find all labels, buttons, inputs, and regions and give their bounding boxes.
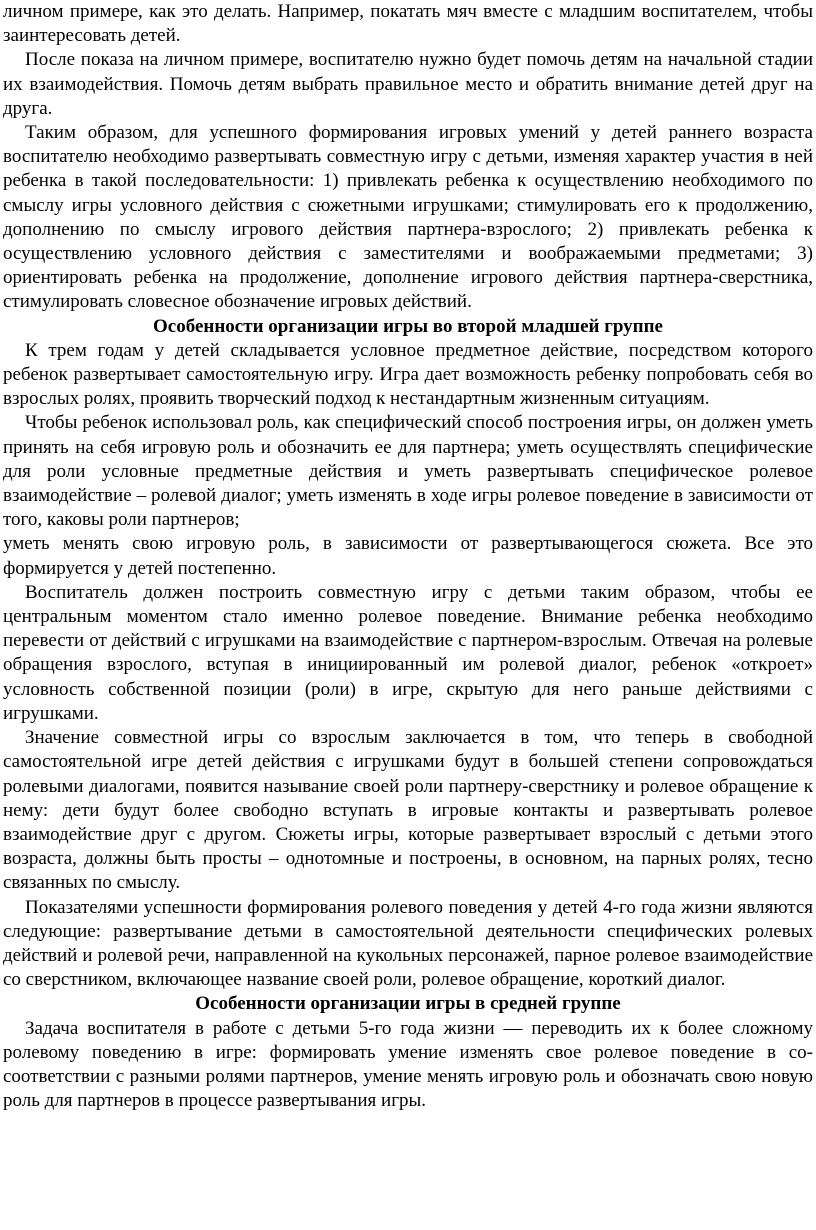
paragraph-summary: Таким образом, для успешного формирования игровых умений у детей раннего возраста воспитателю необходимо развертывать совместную игру с детьми, изменяя характер участия в ней ребенка в такой последовательности: 1) привлекать ребенка к осуществлению необходимого по смыслу игры условного действия с сюжетными игрушками; стимулировать его к продолжению, дополнению по смыслу игрового действия партнера-взрослого; 2) привлекать ребенка к осуществлению условного действия с заместителями и воображаемыми предметами; 3) ориентировать ребенка на продолжение, дополнение игрового действия партнера-сверстника, стимулировать словесное обозначение игровых действий. — [3, 122, 813, 313]
paragraph-three-years: К трем годам у детей складывается условное предметное действие, посредством которого ребенок развертывает самостоятельную игру. Игра дает возможность ребенку попробовать себя во взрослых ролях, проявить творческий подход к нестандартным жизненным ситуациям. — [3, 339, 813, 410]
section-heading-younger-group: Особенности организации игры во второй младшей группе — [153, 315, 663, 337]
section-heading-middle-group: Особенности организации игры в средней группе — [195, 993, 621, 1015]
paragraph-role-usage: Чтобы ребенок использовал роль, как специфический способ построения игры, он должен уметь принять на себя игровую роль и обозначить ее для партнера; уметь осуществлять специфические для роли условные предметные действия и уметь развертывать специфическое ролевое взаимодействие – ролевой диалог; уметь изменять в ходе игры ролевое поведение в зависимости от того, каковы роли партнеров; — [3, 412, 813, 531]
paragraph-continuation: личном примере, как это делать. Например, покатать мяч вместе с младшим воспитателем, чтобы заинтересовать детей. — [3, 1, 813, 47]
paragraph-indicators: Показателями успешности формирования ролевого поведения у детей 4-го года жизни являются следующие: развертывание детьми в самостоятельной деятельности специфических ролевых действий и ролевой речи, направленной на кукольных персонажей, парное ролевое взаимодействие со сверстником, включающее название своей роли, ролевое обращение, короткий диалог. — [3, 896, 813, 991]
paragraph-joint-play: Значение совместной игры со взрослым заключается в том, что теперь в свободной самостоятельной игре детей действия с игрушками будут в большей степени сопровождаться ролевыми диалогами, появится называние своей роли партнеру-сверстнику и ролевое обращение к нему: дети будут более свободно вступать в игровые контакты и развертывать ролевое взаимодействие друг с другом. Сюжеты игры, которые развертывает взрослый с детьми этого возраста, должны быть просты – однотомные и построены, в основном, на парных ролях, тесно связанных по смыслу. — [3, 727, 813, 894]
paragraph-middle-group-task: Задача воспитателя в работе с детьми 5-го года жизни — переводить их к более сложному ролевому поведению в игре: формировать умение изменять свое ролевое поведение в со-соответствии с разными ролями партнеров, умение менять игровую роль и обозначать свою новую роль для партнеров в процессе развертывания игры. — [3, 1017, 813, 1112]
paragraph-demonstration: После показа на личном примере, воспитателю нужно будет помочь детям на начальной стадии их взаимодействия. Помочь детям выбрать правильное место и обратить внимание детей друг на друга. — [3, 49, 813, 119]
paragraph-educator-task: Воспитатель должен построить совместную игру с детьми таким образом, чтобы ее центральным моментом стало именно ролевое поведение. Внимание ребенка необходимо перевести от действий с игрушками на взаимодействие с партнером-взрослым. Отвечая на ролевые обращения взрослого, вступая в инициированный им ролевой диалог, ребенок «откроет» условность собственной позиции (роли) в игре, скрытую для него раньше действиями с игрушками. — [3, 581, 813, 724]
paragraph-role-change: уметь менять свою игровую роль, в зависимости от развертывающегося сюжета. Все это формируется у детей постепенно. — [3, 533, 813, 579]
